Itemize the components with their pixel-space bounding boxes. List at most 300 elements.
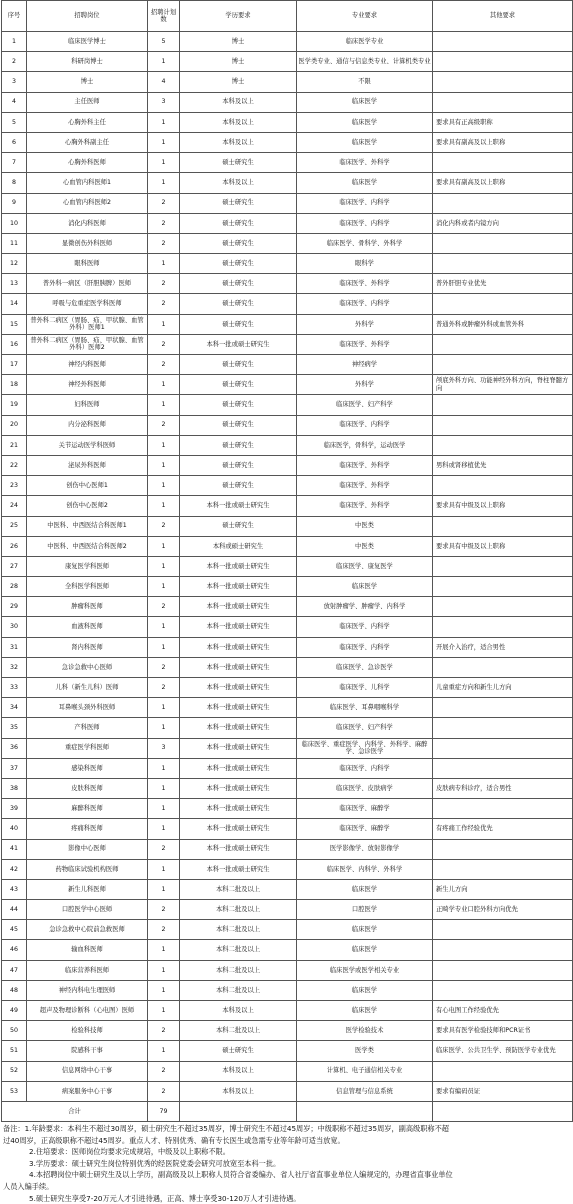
other-requirement xyxy=(433,960,573,980)
quota: 1 xyxy=(148,254,180,274)
major-requirement: 临床医学 xyxy=(297,920,433,940)
table-row xyxy=(2,698,573,718)
education-requirement: 硕士研究生 xyxy=(180,435,297,455)
major-requirement: 临床医学、重症医学、内科学、外科学、麻醉学、急诊医学 xyxy=(297,738,433,758)
other-requirement xyxy=(433,758,573,778)
major-requirement: 临床医学 xyxy=(297,112,433,132)
row-index: 45 xyxy=(2,920,27,940)
education-requirement: 本科二批及以上 xyxy=(180,920,297,940)
table-row xyxy=(2,577,573,597)
table-row xyxy=(2,859,573,879)
major-requirement: 外科学 xyxy=(297,375,433,395)
education-requirement: 本科一批或硕士研究生 xyxy=(180,698,297,718)
other-requirement xyxy=(433,435,573,455)
quota: 1 xyxy=(148,718,180,738)
row-index: 53 xyxy=(2,1081,27,1101)
table-row xyxy=(2,213,573,233)
quota: 2 xyxy=(148,920,180,940)
quota: 5 xyxy=(148,32,180,52)
table-row xyxy=(2,112,573,132)
quota: 2 xyxy=(148,193,180,213)
position-name: 普外科二病区（胃肠、疝、甲状腺、血管外科）医师1 xyxy=(27,314,148,334)
row-index: 24 xyxy=(2,496,27,516)
row-index: 22 xyxy=(2,455,27,475)
quota: 1 xyxy=(148,819,180,839)
other-requirement: 开展介入治疗，适合男性 xyxy=(433,637,573,657)
quota: 1 xyxy=(148,637,180,657)
table-row xyxy=(2,597,573,617)
quota: 2 xyxy=(148,294,180,314)
major-requirement: 放射肿瘤学、肿瘤学、内科学 xyxy=(297,597,433,617)
education-requirement: 本科及以上 xyxy=(180,1001,297,1021)
major-requirement: 中医类 xyxy=(297,516,433,536)
table-row xyxy=(2,476,573,496)
major-requirement: 不限 xyxy=(297,72,433,92)
other-requirement xyxy=(433,698,573,718)
education-requirement: 本科一批或硕士研究生 xyxy=(180,496,297,516)
row-index: 13 xyxy=(2,274,27,294)
row-index: 10 xyxy=(2,213,27,233)
row-index: 37 xyxy=(2,758,27,778)
major-requirement: 临床医学、内科学 xyxy=(297,758,433,778)
education-requirement: 本科及以上 xyxy=(180,1081,297,1101)
row-index: 46 xyxy=(2,940,27,960)
other-requirement xyxy=(433,859,573,879)
quota: 1 xyxy=(148,1001,180,1021)
major-requirement: 中医类 xyxy=(297,536,433,556)
quota: 1 xyxy=(148,859,180,879)
total-empty-cell xyxy=(433,1101,573,1121)
education-requirement: 本科一批或硕士研究生 xyxy=(180,556,297,576)
other-requirement xyxy=(433,617,573,637)
education-requirement: 本科二批及以上 xyxy=(180,900,297,920)
row-index: 50 xyxy=(2,1021,27,1041)
row-index: 9 xyxy=(2,193,27,213)
position-name: 神经内科医师 xyxy=(27,355,148,375)
row-index: 31 xyxy=(2,637,27,657)
quota: 1 xyxy=(148,980,180,1000)
position-name: 耳鼻喉头颈外科医师 xyxy=(27,698,148,718)
position-name: 疼痛科医师 xyxy=(27,819,148,839)
major-requirement: 临床医学、外科学 xyxy=(297,496,433,516)
table-row xyxy=(2,496,573,516)
position-name: 院感科干事 xyxy=(27,1041,148,1061)
quota: 2 xyxy=(148,900,180,920)
position-name: 检验科技师 xyxy=(27,1021,148,1041)
education-requirement: 本科一批或硕士研究生 xyxy=(180,334,297,354)
quota: 2 xyxy=(148,415,180,435)
major-requirement: 口腔医学 xyxy=(297,900,433,920)
table-row xyxy=(2,193,573,213)
other-requirement: 有疼痛工作经验优先 xyxy=(433,819,573,839)
education-requirement: 硕士研究生 xyxy=(180,1041,297,1061)
education-requirement: 硕士研究生 xyxy=(180,314,297,334)
major-requirement: 临床医学 xyxy=(297,132,433,152)
row-index: 3 xyxy=(2,72,27,92)
header-other: 其他要求 xyxy=(433,1,573,32)
position-name: 心血管内科医师1 xyxy=(27,173,148,193)
row-index: 15 xyxy=(2,314,27,334)
row-index: 2 xyxy=(2,52,27,72)
education-requirement: 本科一批或硕士研究生 xyxy=(180,577,297,597)
row-index: 17 xyxy=(2,355,27,375)
major-requirement: 临床医学、妇产科学 xyxy=(297,718,433,738)
education-requirement: 硕士研究生 xyxy=(180,516,297,536)
other-requirement: 儿童重症方向和新生儿方向 xyxy=(433,678,573,698)
table-row xyxy=(2,233,573,253)
other-requirement: 有心电图工作经验优先 xyxy=(433,1001,573,1021)
row-index: 8 xyxy=(2,173,27,193)
row-index: 41 xyxy=(2,839,27,859)
note-line: 人员入编手续。 xyxy=(3,1181,570,1193)
total-value: 79 xyxy=(148,1101,180,1121)
education-requirement: 硕士研究生 xyxy=(180,455,297,475)
position-name: 消化内科医师 xyxy=(27,213,148,233)
recruitment-table xyxy=(1,0,573,1122)
other-requirement: 要求具有医学检验技师和PCR证书 xyxy=(433,1021,573,1041)
table-row xyxy=(2,254,573,274)
education-requirement: 博士 xyxy=(180,72,297,92)
education-requirement: 硕士研究生 xyxy=(180,375,297,395)
other-requirement: 普通外科或肿瘤外科或血管外科 xyxy=(433,314,573,334)
row-index: 18 xyxy=(2,375,27,395)
row-index: 32 xyxy=(2,657,27,677)
row-index: 20 xyxy=(2,415,27,435)
position-name: 科研岗博士 xyxy=(27,52,148,72)
education-requirement: 硕士研究生 xyxy=(180,213,297,233)
row-index: 27 xyxy=(2,556,27,576)
position-name: 显微创伤外科医师 xyxy=(27,233,148,253)
header-major: 专业要求 xyxy=(297,1,433,32)
major-requirement: 临床医学 xyxy=(297,92,433,112)
header-index: 序号 xyxy=(2,1,27,32)
major-requirement: 计算机、电子通信相关专业 xyxy=(297,1061,433,1081)
table-row xyxy=(2,72,573,92)
position-name: 血液科医师 xyxy=(27,617,148,637)
education-requirement: 本科二批及以上 xyxy=(180,1021,297,1041)
education-requirement: 本科一批或硕士研究生 xyxy=(180,859,297,879)
major-requirement: 临床医学、外科学 xyxy=(297,334,433,354)
note-line: 2.住培要求：医师岗位均要求完成规培，中级及以上职称不限。 xyxy=(3,1146,570,1158)
other-requirement xyxy=(433,718,573,738)
position-name: 儿科（新生儿科）医师 xyxy=(27,678,148,698)
table-row xyxy=(2,839,573,859)
major-requirement: 临床医学、麻醉学 xyxy=(297,819,433,839)
major-requirement: 临床医学、妇产科学 xyxy=(297,395,433,415)
position-name: 神经内科电生理医师 xyxy=(27,980,148,1000)
row-index: 26 xyxy=(2,536,27,556)
total-empty-cell xyxy=(297,1101,433,1121)
row-index: 36 xyxy=(2,738,27,758)
other-requirement xyxy=(433,980,573,1000)
position-name: 康复医学科医师 xyxy=(27,556,148,576)
other-requirement xyxy=(433,92,573,112)
row-index: 47 xyxy=(2,960,27,980)
quota: 1 xyxy=(148,758,180,778)
row-index: 48 xyxy=(2,980,27,1000)
other-requirement xyxy=(433,597,573,617)
table-row xyxy=(2,274,573,294)
major-requirement: 临床医学、急诊医学 xyxy=(297,657,433,677)
position-name: 中医科、中西医结合科医师2 xyxy=(27,536,148,556)
major-requirement: 临床医学 xyxy=(297,577,433,597)
position-name: 主任医师 xyxy=(27,92,148,112)
position-name: 全科医学科医师 xyxy=(27,577,148,597)
quota: 1 xyxy=(148,778,180,798)
row-index: 7 xyxy=(2,153,27,173)
position-name: 创伤中心医师1 xyxy=(27,476,148,496)
table-row xyxy=(2,738,573,758)
table-header-row xyxy=(2,1,573,32)
table-row xyxy=(2,92,573,112)
row-index: 42 xyxy=(2,859,27,879)
major-requirement: 临床医学 xyxy=(297,1001,433,1021)
quota: 2 xyxy=(148,1061,180,1081)
quota: 1 xyxy=(148,476,180,496)
table-row xyxy=(2,1021,573,1041)
education-requirement: 本科及以上 xyxy=(180,112,297,132)
quota: 3 xyxy=(148,92,180,112)
major-requirement: 临床医学、康复医学 xyxy=(297,556,433,576)
quota: 4 xyxy=(148,72,180,92)
row-index: 29 xyxy=(2,597,27,617)
note-line: 过40周岁，正高级职称不超过45周岁。重点人才、特别优秀、确有专长医生或急需专业等年龄可适当放宽。 xyxy=(3,1135,570,1147)
quota: 1 xyxy=(148,132,180,152)
education-requirement: 本科或硕士研究生 xyxy=(180,536,297,556)
education-requirement: 博士 xyxy=(180,32,297,52)
table-row xyxy=(2,455,573,475)
education-requirement: 本科一批或硕士研究生 xyxy=(180,657,297,677)
education-requirement: 本科一批或硕士研究生 xyxy=(180,819,297,839)
major-requirement: 临床医学、外科学 xyxy=(297,153,433,173)
other-requirement xyxy=(433,153,573,173)
education-requirement: 本科及以上 xyxy=(180,173,297,193)
major-requirement: 医学检验技术 xyxy=(297,1021,433,1041)
position-name: 心胸外科主任 xyxy=(27,112,148,132)
position-name: 眼科医师 xyxy=(27,254,148,274)
quota: 1 xyxy=(148,536,180,556)
major-requirement: 临床医学、内科学、外科学 xyxy=(297,859,433,879)
position-name: 影像中心医师 xyxy=(27,839,148,859)
table-row xyxy=(2,1041,573,1061)
position-name: 泌尿外科医师 xyxy=(27,455,148,475)
position-name: 关节运动医学科医师 xyxy=(27,435,148,455)
row-index: 21 xyxy=(2,435,27,455)
position-name: 麻醉科医师 xyxy=(27,799,148,819)
other-requirement: 普外肝胆专业优先 xyxy=(433,274,573,294)
position-name: 创伤中心医师2 xyxy=(27,496,148,516)
row-index: 4 xyxy=(2,92,27,112)
other-requirement xyxy=(433,355,573,375)
position-name: 临床医学博士 xyxy=(27,32,148,52)
row-index: 49 xyxy=(2,1001,27,1021)
education-requirement: 博士 xyxy=(180,52,297,72)
major-requirement: 临床医学、内科学 xyxy=(297,617,433,637)
position-name: 急诊急救中心医师 xyxy=(27,657,148,677)
education-requirement: 本科及以上 xyxy=(180,1061,297,1081)
other-requirement xyxy=(433,254,573,274)
education-requirement: 本科一批或硕士研究生 xyxy=(180,758,297,778)
education-requirement: 本科二批及以上 xyxy=(180,960,297,980)
major-requirement: 临床医学、内科学 xyxy=(297,294,433,314)
row-index: 44 xyxy=(2,900,27,920)
table-row xyxy=(2,435,573,455)
other-requirement: 要求具有副高及以上职称 xyxy=(433,132,573,152)
position-name: 急诊急救中心院前急救医师 xyxy=(27,920,148,940)
other-requirement: 要求具有中级及以上职称 xyxy=(433,536,573,556)
row-index: 39 xyxy=(2,799,27,819)
major-requirement: 临床医学或医学相关专业 xyxy=(297,960,433,980)
major-requirement: 临床医学 xyxy=(297,980,433,1000)
quota: 1 xyxy=(148,799,180,819)
quota: 1 xyxy=(148,577,180,597)
quota: 2 xyxy=(148,839,180,859)
row-index: 5 xyxy=(2,112,27,132)
other-requirement xyxy=(433,839,573,859)
other-requirement xyxy=(433,920,573,940)
position-name: 中医科、中西医结合科医师1 xyxy=(27,516,148,536)
quota: 1 xyxy=(148,698,180,718)
education-requirement: 硕士研究生 xyxy=(180,274,297,294)
row-index: 43 xyxy=(2,879,27,899)
row-index: 52 xyxy=(2,1061,27,1081)
row-index: 25 xyxy=(2,516,27,536)
other-requirement xyxy=(433,738,573,758)
education-requirement: 硕士研究生 xyxy=(180,254,297,274)
row-index: 34 xyxy=(2,698,27,718)
other-requirement: 男科或肾移植优先 xyxy=(433,455,573,475)
position-name: 输血科医师 xyxy=(27,940,148,960)
major-requirement: 信息管理与信息系统 xyxy=(297,1081,433,1101)
major-requirement: 临床医学、外科学 xyxy=(297,455,433,475)
education-requirement: 硕士研究生 xyxy=(180,415,297,435)
major-requirement: 医学类专业、通信与信息类专业、计算机类专业 xyxy=(297,52,433,72)
total-empty-cell xyxy=(180,1101,297,1121)
page xyxy=(1,0,572,1204)
table-row xyxy=(2,334,573,354)
other-requirement xyxy=(433,52,573,72)
quota: 2 xyxy=(148,597,180,617)
quota: 1 xyxy=(148,879,180,899)
table-row xyxy=(2,657,573,677)
other-requirement xyxy=(433,516,573,536)
table-row xyxy=(2,32,573,52)
position-name: 神经外科医师 xyxy=(27,375,148,395)
other-requirement xyxy=(433,415,573,435)
quota: 1 xyxy=(148,435,180,455)
position-name: 心血管内科医师2 xyxy=(27,193,148,213)
table-row xyxy=(2,920,573,940)
major-requirement: 医学影像学、放射影像学 xyxy=(297,839,433,859)
major-requirement: 临床医学、皮肤病学 xyxy=(297,778,433,798)
major-requirement: 眼科学 xyxy=(297,254,433,274)
major-requirement: 临床医学、内科学 xyxy=(297,637,433,657)
table-row xyxy=(2,173,573,193)
position-name: 心胸外科医师 xyxy=(27,153,148,173)
row-index: 19 xyxy=(2,395,27,415)
education-requirement: 本科一批或硕士研究生 xyxy=(180,799,297,819)
table-row xyxy=(2,395,573,415)
position-name: 妇科医师 xyxy=(27,395,148,415)
quota: 1 xyxy=(148,112,180,132)
other-requirement: 要求具有副高及以上职称 xyxy=(433,173,573,193)
table-row xyxy=(2,132,573,152)
other-requirement: 临床医学、公共卫生学、预防医学专业优先 xyxy=(433,1041,573,1061)
table-row xyxy=(2,355,573,375)
row-index: 40 xyxy=(2,819,27,839)
education-requirement: 硕士研究生 xyxy=(180,476,297,496)
position-name: 感染科医师 xyxy=(27,758,148,778)
quota: 3 xyxy=(148,738,180,758)
major-requirement: 临床医学、内科学 xyxy=(297,193,433,213)
note-line: 3.学历要求：硕士研究生岗位特别优秀的经医院党委会研究可放宽至本科一批。 xyxy=(3,1158,570,1170)
row-index: 33 xyxy=(2,678,27,698)
education-requirement: 本科一批或硕士研究生 xyxy=(180,617,297,637)
header-education: 学历要求 xyxy=(180,1,297,32)
education-requirement: 本科二批及以上 xyxy=(180,980,297,1000)
position-name: 信息网络中心干事 xyxy=(27,1061,148,1081)
quota: 1 xyxy=(148,395,180,415)
quota: 2 xyxy=(148,1081,180,1101)
table-row xyxy=(2,314,573,334)
other-requirement xyxy=(433,72,573,92)
major-requirement: 临床医学、耳鼻咽喉科学 xyxy=(297,698,433,718)
other-requirement: 颅底外科方向、功能神经外科方向，脊柱脊髓方向 xyxy=(433,375,573,395)
education-requirement: 硕士研究生 xyxy=(180,153,297,173)
position-name: 重症医学科医师 xyxy=(27,738,148,758)
header-quota: 招聘计划数 xyxy=(148,1,180,32)
education-requirement: 本科一批或硕士研究生 xyxy=(180,718,297,738)
quota: 1 xyxy=(148,375,180,395)
major-requirement: 临床医学 xyxy=(297,940,433,960)
row-index: 30 xyxy=(2,617,27,637)
position-name: 普外科二病区（胃肠、疝、甲状腺、血管外科）医师2 xyxy=(27,334,148,354)
position-name: 新生儿科医师 xyxy=(27,879,148,899)
quota: 2 xyxy=(148,657,180,677)
quota: 1 xyxy=(148,940,180,960)
other-requirement: 要求具有正高级职称 xyxy=(433,112,573,132)
quota: 1 xyxy=(148,1041,180,1061)
education-requirement: 硕士研究生 xyxy=(180,193,297,213)
major-requirement: 临床医学 xyxy=(297,173,433,193)
note-line: 5.硕士研究生享受7-20万元人才引进待遇，正高、博士享受30-120万人才引进待遇。 xyxy=(3,1193,570,1204)
quota: 1 xyxy=(148,617,180,637)
other-requirement: 要求具有中级及以上职称 xyxy=(433,496,573,516)
row-index: 23 xyxy=(2,476,27,496)
education-requirement: 本科二批及以上 xyxy=(180,940,297,960)
table-row xyxy=(2,758,573,778)
quota: 1 xyxy=(148,556,180,576)
table-row xyxy=(2,52,573,72)
position-name: 肿瘤科医师 xyxy=(27,597,148,617)
position-name: 病案服务中心干事 xyxy=(27,1081,148,1101)
education-requirement: 本科一批或硕士研究生 xyxy=(180,678,297,698)
table-row xyxy=(2,1061,573,1081)
quota: 2 xyxy=(148,274,180,294)
row-index: 16 xyxy=(2,334,27,354)
other-requirement xyxy=(433,577,573,597)
other-requirement xyxy=(433,233,573,253)
other-requirement xyxy=(433,395,573,415)
table-row xyxy=(2,819,573,839)
other-requirement xyxy=(433,940,573,960)
row-index: 38 xyxy=(2,778,27,798)
other-requirement xyxy=(433,193,573,213)
other-requirement xyxy=(433,294,573,314)
table-row xyxy=(2,415,573,435)
row-index: 1 xyxy=(2,32,27,52)
row-index: 12 xyxy=(2,254,27,274)
